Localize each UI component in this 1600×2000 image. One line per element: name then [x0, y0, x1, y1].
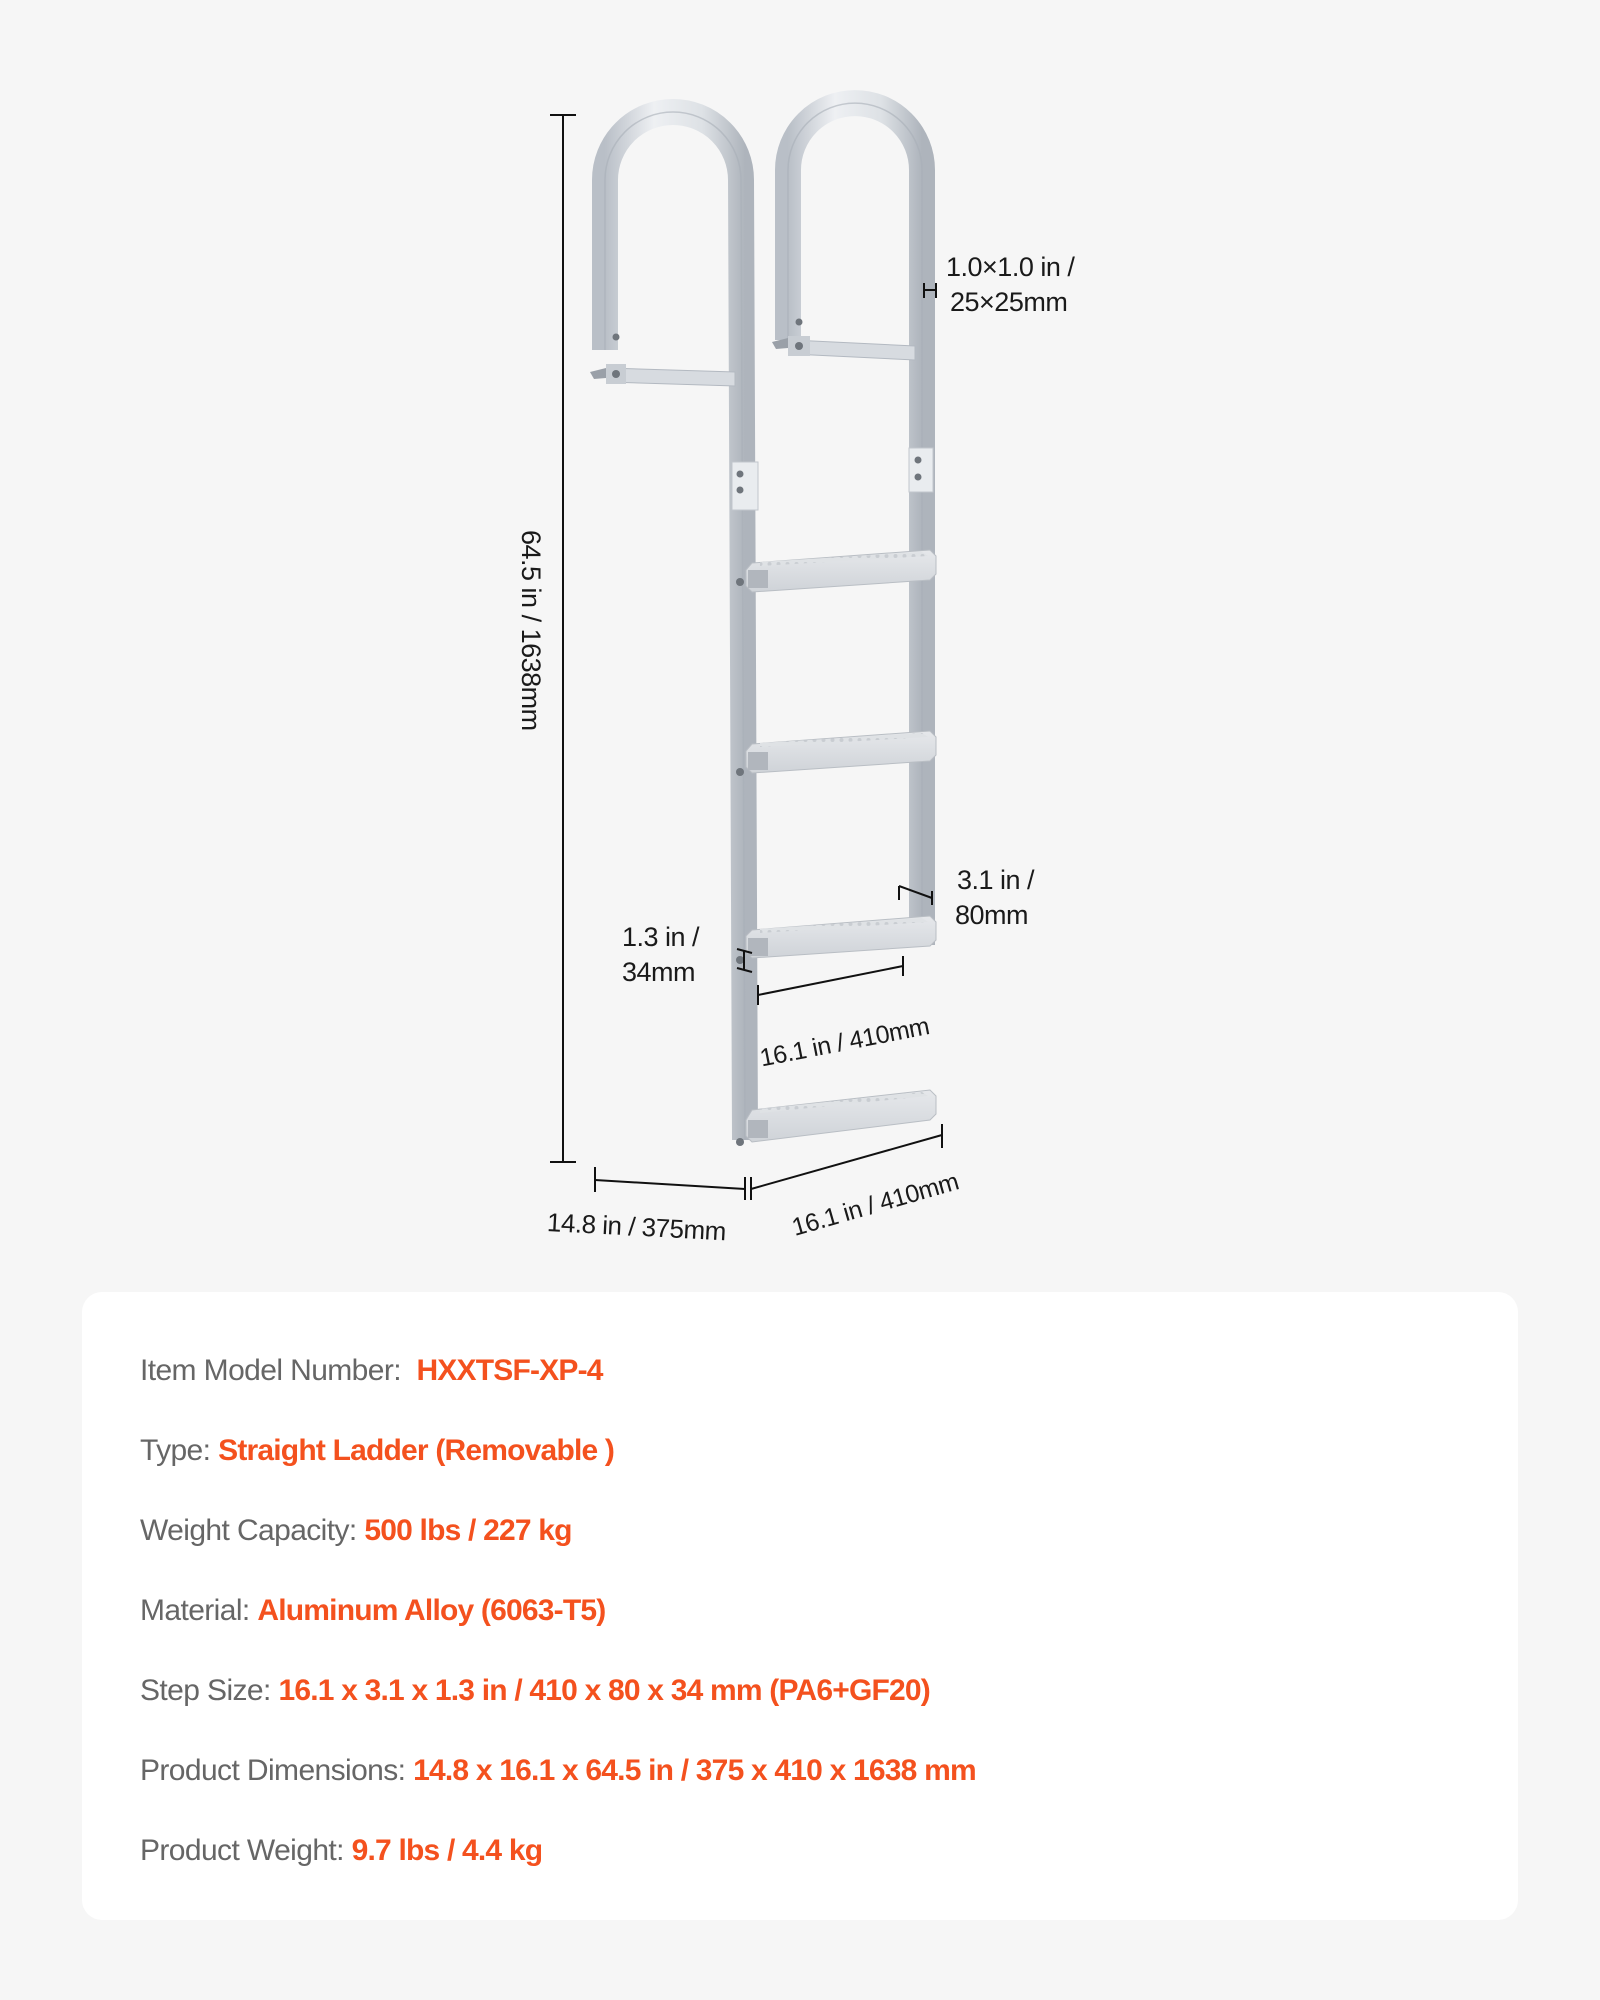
step-depth-dimension-label: 3.1 in / 80mm: [955, 865, 1035, 930]
base-depth-dimension-label: 14.8 in / 375mm: [546, 1206, 727, 1247]
step-thickness-dimension-label: 1.3 in / 34mm: [622, 922, 700, 987]
spec-product-weight: Product Weight: 9.7 lbs / 4.4 kg: [140, 1834, 543, 1867]
spec-model-number: Item Model Number: HXXTSF-XP-4: [140, 1354, 603, 1387]
specifications-card: [82, 1292, 1518, 1920]
spec-weight-capacity: Weight Capacity: 500 lbs / 227 kg: [140, 1514, 572, 1547]
step-width-dimension-label: 16.1 in / 410mm: [757, 1012, 932, 1073]
spec-product-dimensions: Product Dimensions: 14.8 x 16.1 x 64.5 in / 375 x 410 x 1638 mm: [140, 1754, 976, 1787]
step-1: [736, 550, 936, 592]
spec-material: Material: Aluminum Alloy (6063-T5): [140, 1594, 606, 1627]
step-3: [736, 916, 936, 964]
step-4: [736, 1090, 936, 1146]
spec-step-size: Step Size: 16.1 x 3.1 x 1.3 in / 410 x 80 x 34 mm (PA6+GF20): [140, 1674, 930, 1707]
step-2: [736, 731, 936, 776]
height-dimension-label: 64.5 in / 1638mm: [516, 530, 546, 731]
spec-type: Type: Straight Ladder (Removable ): [140, 1434, 615, 1467]
tube-size-dimension-label: 1.0×1.0 in / 25×25mm: [946, 252, 1075, 317]
base-width-dimension-label: 16.1 in / 410mm: [788, 1167, 962, 1242]
